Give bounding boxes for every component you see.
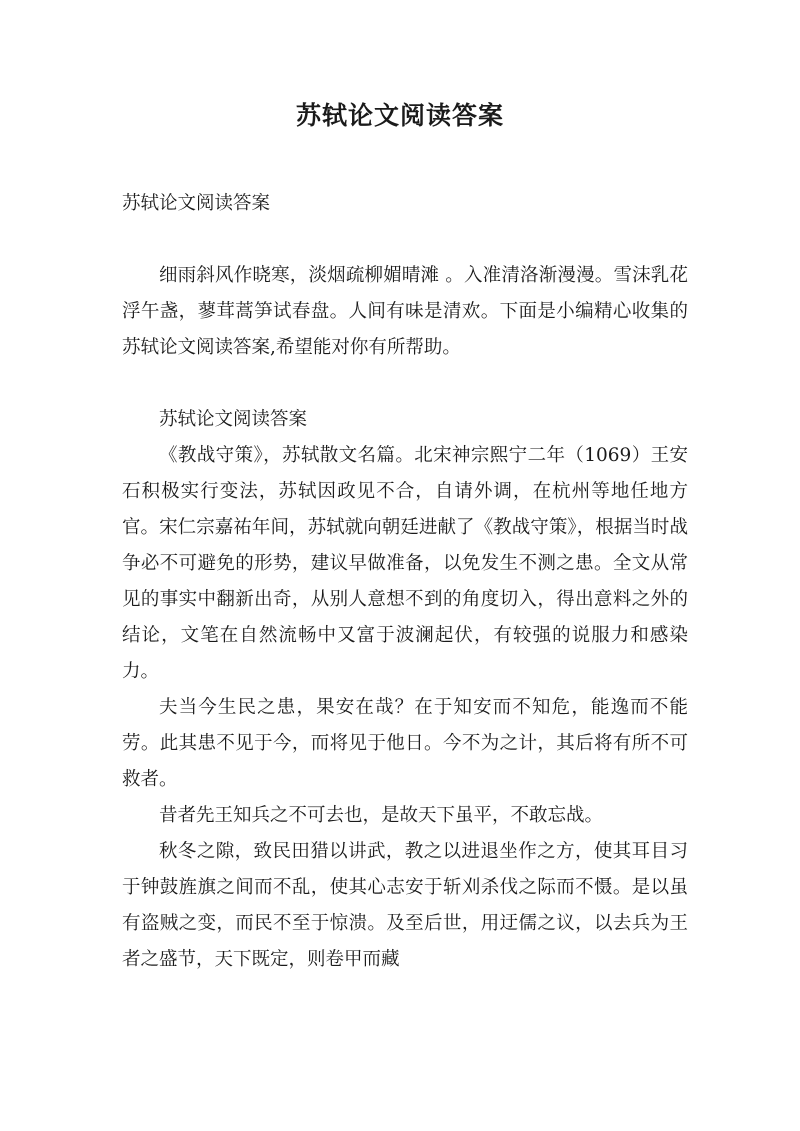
subtitle: 苏轼论文阅读答案	[122, 193, 271, 214]
body-paragraph-4: 秋冬之隙，致民田猎以讲武，教之以进退坐作之方，使其耳目习于钟鼓旌旗之间而不乱，使其心志安于斩刈杀伐之际而不慑。是以虽有盗贼之变，而民不至于惊溃。及至后世，用迂儒之议，以去兵为王者之盛节，天下既定，则卷甲而藏	[122, 841, 688, 970]
body-paragraph-2: 夫当今生民之患，果安在哉？在于知安而不知危，能逸而不能劳。此其患不见于今，而将见于他日。今不为之计，其后将有所不可救者。	[122, 697, 688, 790]
section-heading: 苏轼论文阅读答案	[159, 409, 308, 430]
body-paragraph-3: 昔者先王知兵之不可去也，是故天下虽平，不敢忘战。	[159, 805, 604, 826]
body-paragraph-1: 《教战守策》，苏轼散文名篇。北宋神宗熙宁二年（1069）王安石积极实行变法，苏轼因政见不合，自请外调，在杭州等地任地方官。宋仁宗嘉祐年间，苏轼就向朝廷进献了《教战守策》，根据当时战争必不可避免的形势，建议早做准备，以免发生不测之患。全文从常见的事实中翻新出奇，从别人意想不到的角度切入，得出意料之外的结论，文笔在自然流畅中又富于波澜起伏，有较强的说服力和感染力。	[122, 445, 688, 682]
page-title: 苏轼论文阅读答案	[295, 101, 504, 130]
intro-paragraph: 细雨斜风作晓寒，淡烟疏柳媚晴滩 。入准清洛渐漫漫。雪沫乳花浮午盏，蓼茸蒿笋试春盘。人间有味是清欢。下面是小编精心收集的苏轼论文阅读答案,希望能对你有所帮助。	[122, 265, 688, 358]
document-body	[122, 186, 688, 978]
